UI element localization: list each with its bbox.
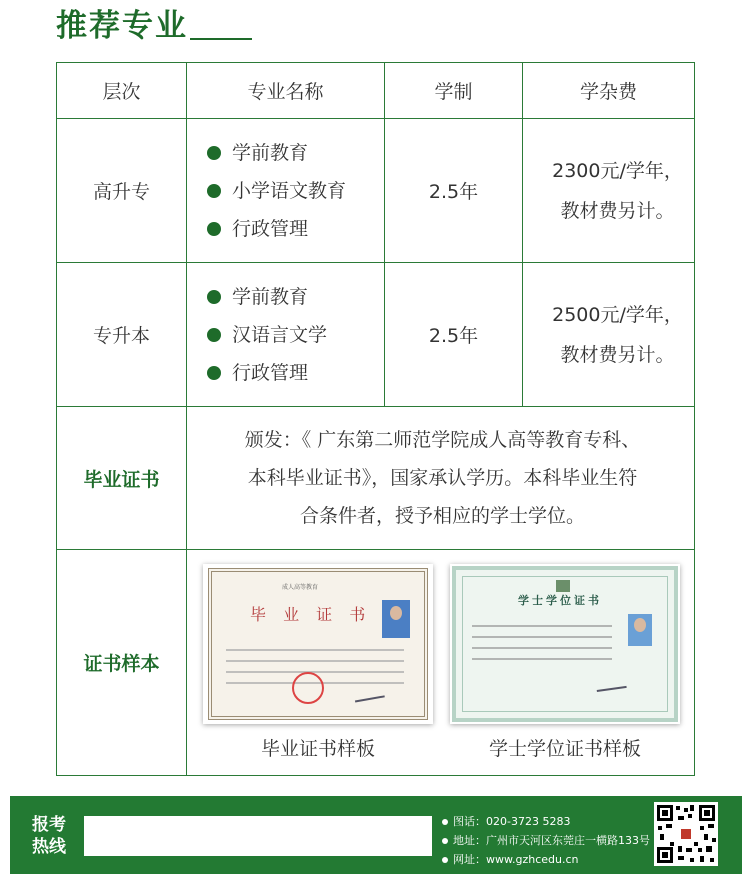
row-fee bbox=[523, 119, 695, 263]
seal-icon bbox=[292, 672, 324, 704]
list-item bbox=[207, 210, 384, 248]
list-item bbox=[207, 354, 384, 392]
samples-row bbox=[57, 550, 695, 776]
certificate-text-line: 合条件者，授予相应的学士学位。 bbox=[299, 505, 585, 527]
qr-code-icon bbox=[654, 802, 718, 866]
major-name: 行政管理 bbox=[232, 361, 309, 384]
certificate-title: 毕 业 证 书 bbox=[250, 605, 372, 624]
table-row bbox=[57, 119, 695, 263]
certificate-text-line: 本科毕业证书》，国家承认学历。本科毕业生符 bbox=[247, 467, 638, 489]
phone-item bbox=[442, 812, 650, 831]
certificate-title: 学士学位证书 bbox=[518, 594, 602, 607]
row-majors bbox=[187, 263, 385, 407]
major-name: 行政管理 bbox=[232, 217, 309, 240]
page-title: 推荐专业 bbox=[56, 8, 188, 44]
bullet-icon bbox=[207, 366, 221, 380]
table-row bbox=[57, 263, 695, 407]
major-name: 小学语文教育 bbox=[232, 179, 347, 202]
address-item bbox=[442, 831, 650, 850]
degree-certificate-sample bbox=[450, 564, 680, 761]
hotline-label bbox=[32, 814, 66, 858]
major-name: 汉语言文学 bbox=[232, 323, 328, 346]
fee-amount: 2300元/学年， bbox=[552, 159, 683, 182]
certificate-row bbox=[57, 407, 695, 550]
list-item bbox=[207, 134, 384, 172]
majors-table bbox=[56, 62, 695, 776]
header-years: 学制 bbox=[385, 63, 523, 119]
samples-cell bbox=[187, 550, 695, 776]
header-fee: 学杂费 bbox=[523, 63, 695, 119]
fee-amount: 2500元/学年， bbox=[552, 303, 683, 326]
sample-caption: 学士学位证书样板 bbox=[488, 738, 641, 760]
sample-caption: 毕业证书样板 bbox=[260, 738, 375, 760]
bullet-icon bbox=[442, 819, 448, 825]
title-underline bbox=[190, 38, 252, 40]
header-major: 专业名称 bbox=[187, 63, 385, 119]
website-item[interactable] bbox=[442, 850, 650, 869]
row-years: 2.5年 bbox=[385, 119, 523, 263]
row-level: 专升本 bbox=[57, 263, 187, 407]
samples-label: 证书样本 bbox=[57, 550, 187, 776]
table-header-row bbox=[57, 63, 695, 119]
row-fee bbox=[523, 263, 695, 407]
bullet-icon bbox=[207, 184, 221, 198]
certificate-text-line: 颁发：《 广东第二师范学院成人高等教育专科、 bbox=[244, 429, 641, 451]
graduation-certificate-image: 成人高等教育 毕 业 证 书 bbox=[203, 564, 433, 724]
certificate-description bbox=[187, 407, 695, 550]
major-name: 学前教育 bbox=[232, 141, 309, 164]
hotline-label-line: 报考 bbox=[32, 815, 66, 835]
page-title-row bbox=[56, 6, 252, 46]
emblem-icon bbox=[556, 580, 570, 592]
photo-placeholder bbox=[628, 614, 652, 646]
bullet-icon bbox=[442, 838, 448, 844]
bullet-icon bbox=[207, 290, 221, 304]
row-majors bbox=[187, 119, 385, 263]
degree-certificate-image bbox=[450, 564, 680, 724]
row-years: 2.5年 bbox=[385, 263, 523, 407]
graduation-certificate-sample bbox=[203, 564, 433, 761]
fee-note: 教材费另计。 bbox=[560, 199, 675, 222]
address-text: 地址：广州市天河区东莞庄一横路133号 bbox=[453, 834, 650, 847]
hotline-input[interactable] bbox=[84, 816, 432, 856]
bullet-icon bbox=[207, 146, 221, 160]
header-level: 层次 bbox=[57, 63, 187, 119]
phone-text: 图话：020-3723 5283 bbox=[453, 815, 571, 828]
list-item bbox=[207, 278, 384, 316]
contact-info bbox=[442, 812, 650, 869]
hotline-label-line: 热线 bbox=[32, 837, 66, 857]
footer-bar bbox=[10, 796, 742, 874]
major-name: 学前教育 bbox=[232, 285, 309, 308]
certificate-label: 毕业证书 bbox=[57, 407, 187, 550]
list-item bbox=[207, 172, 384, 210]
bullet-icon bbox=[207, 222, 221, 236]
bullet-icon bbox=[207, 328, 221, 342]
website-link[interactable]: 网址：www.gzhcedu.cn bbox=[453, 853, 579, 866]
bullet-icon bbox=[442, 857, 448, 863]
photo-placeholder bbox=[382, 600, 410, 638]
row-level: 高升专 bbox=[57, 119, 187, 263]
fee-note: 教材费另计。 bbox=[560, 343, 675, 366]
list-item bbox=[207, 316, 384, 354]
